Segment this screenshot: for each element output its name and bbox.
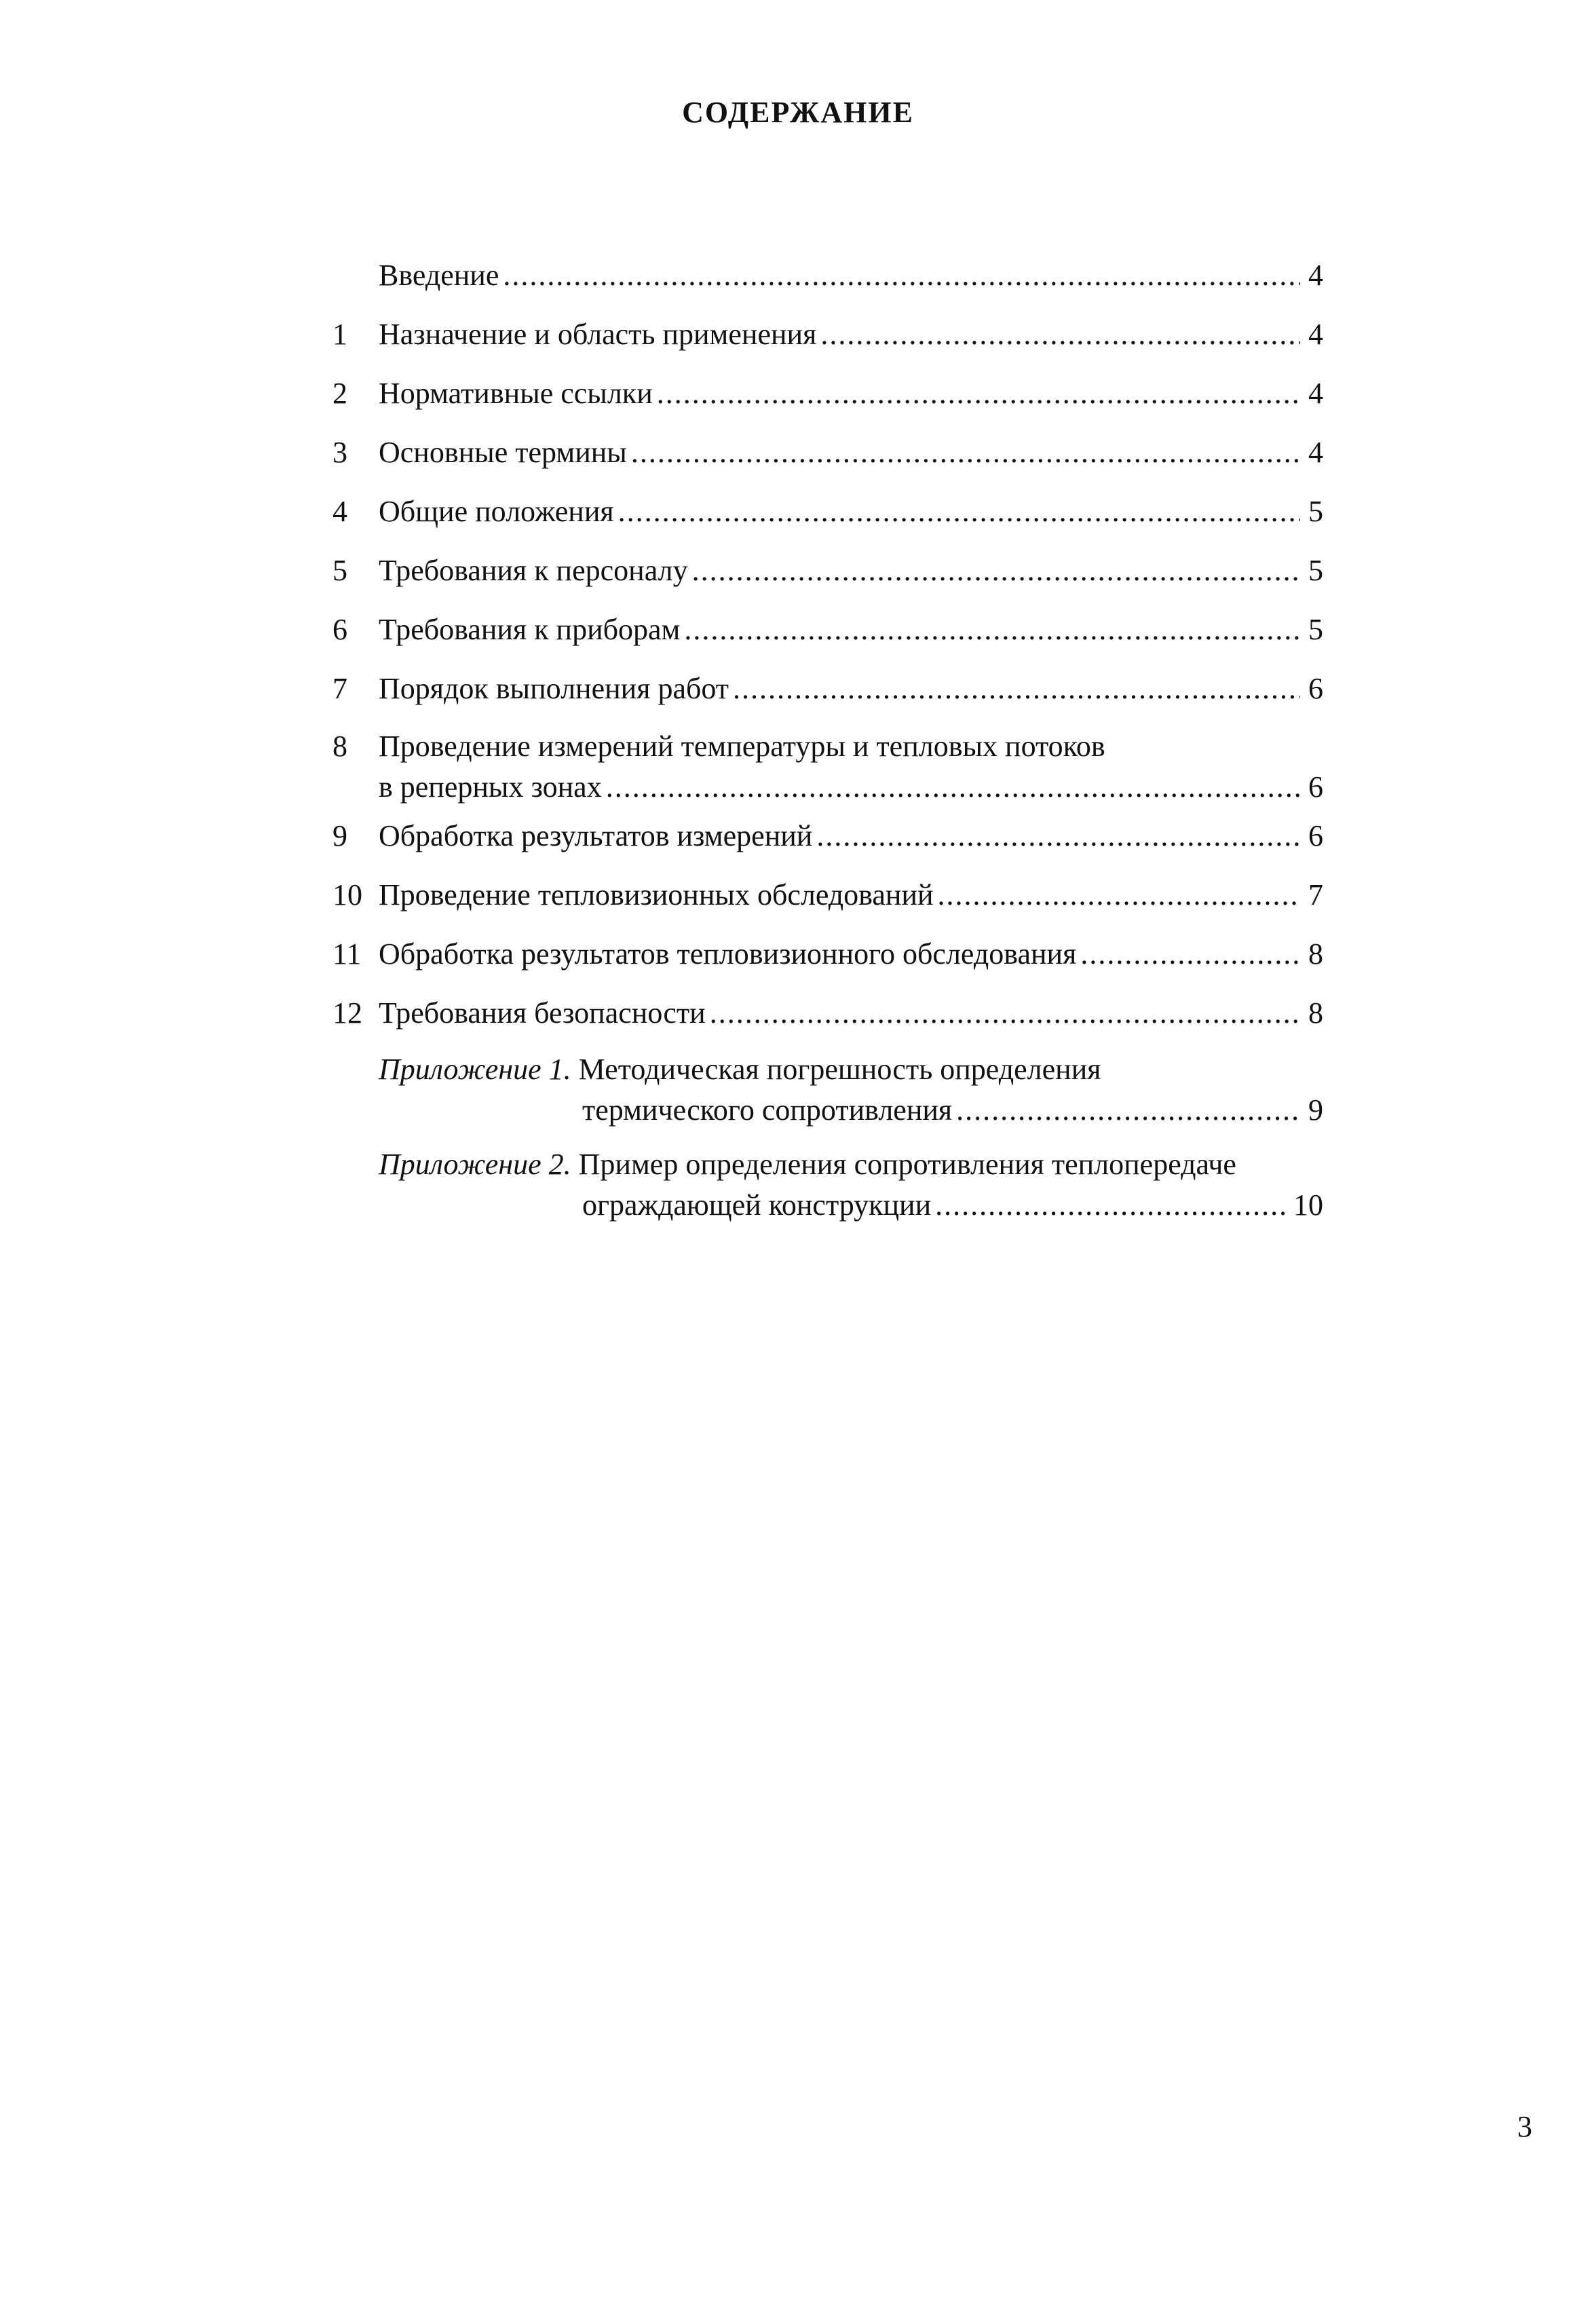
toc-entry-title-line1: Проведение измерений температуры и тепловых потоков — [379, 730, 1105, 763]
toc-entry-page: 5 — [1308, 613, 1323, 646]
appendix-title-line1: Пример определения сопротивления теплопередаче — [578, 1148, 1236, 1181]
toc-entry-number: 3 — [332, 436, 347, 469]
toc-entry-title: Требования к приборам — [379, 613, 681, 646]
dot-leader — [820, 316, 1300, 354]
toc-entry-title: Назначение и область применения — [379, 318, 817, 351]
toc-entry-title: Введение — [379, 259, 499, 292]
toc-entry-title-line2: в реперных зонах — [379, 770, 602, 804]
toc-entry-number: 11 — [332, 937, 362, 971]
toc-entry-page: 6 — [1308, 672, 1323, 705]
toc-entry-number: 12 — [332, 996, 362, 1030]
toc-entry-page: 4 — [1308, 259, 1323, 292]
toc-entry-number: 7 — [332, 672, 347, 705]
toc-entry-page: 6 — [1308, 770, 1323, 804]
dot-leader — [1080, 935, 1300, 973]
toc-entry-number: 9 — [332, 819, 347, 852]
toc-entry-title: Основные термины — [379, 436, 627, 469]
toc-entry-page: 6 — [1308, 819, 1323, 852]
toc-entry-page: 7 — [1308, 878, 1323, 911]
dot-leader — [938, 876, 1300, 914]
dot-leader — [618, 493, 1300, 531]
dot-leader — [684, 611, 1300, 649]
appendix-title-line2: ограждающей конструкции — [582, 1188, 932, 1222]
toc-entry-title: Нормативные ссылки — [379, 377, 653, 410]
toc-entry-number: 10 — [332, 878, 362, 911]
page-title: СОДЕРЖАНИЕ — [682, 96, 914, 129]
toc-entry-title: Проведение тепловизионных обследований — [379, 878, 934, 911]
toc-entry-number: 4 — [332, 495, 347, 528]
toc-entry-title: Обработка результатов тепловизионного обследования — [379, 937, 1077, 971]
toc-entry-number: 5 — [332, 554, 347, 587]
dot-leader — [733, 670, 1300, 708]
dot-leader — [606, 768, 1300, 806]
page-number: 3 — [1517, 2110, 1532, 2143]
toc-entry-page: 4 — [1308, 436, 1323, 469]
dot-leader — [503, 257, 1300, 295]
toc-entry-number: 8 — [332, 730, 347, 763]
appendix-label: Приложение 1. — [379, 1053, 571, 1086]
appendix-label: Приложение 2. — [379, 1148, 571, 1181]
toc-entry-page: 8 — [1308, 937, 1323, 971]
toc-entry-page: 4 — [1308, 377, 1323, 410]
toc-entry-number: 6 — [332, 613, 347, 646]
toc-entry-number: 2 — [332, 377, 347, 410]
toc-entry-number: 1 — [332, 318, 347, 351]
dot-leader — [935, 1186, 1289, 1224]
toc-entry-title: Требования безопасности — [379, 996, 706, 1030]
appendix-title-line2: термического сопротивления — [582, 1093, 953, 1127]
appendix-page: 10 — [1293, 1188, 1323, 1222]
dot-leader — [657, 375, 1300, 413]
dot-leader — [631, 434, 1300, 472]
toc-entry-page: 8 — [1308, 996, 1323, 1030]
toc-entry-title: Требования к персоналу — [379, 554, 688, 587]
toc-entry-title: Общие положения — [379, 495, 614, 528]
toc-entry-page: 5 — [1308, 495, 1323, 528]
dot-leader — [816, 817, 1300, 855]
toc-entry-title: Обработка результатов измерений — [379, 819, 813, 852]
toc-entry-page: 4 — [1308, 318, 1323, 351]
toc-entry-page: 5 — [1308, 554, 1323, 587]
appendix-title-line1: Методическая погрешность определения — [578, 1053, 1101, 1086]
dot-leader — [692, 552, 1300, 590]
dot-leader — [710, 994, 1300, 1032]
toc-entry-title: Порядок выполнения работ — [379, 672, 729, 705]
dot-leader — [956, 1091, 1300, 1129]
appendix-page: 9 — [1308, 1093, 1323, 1127]
